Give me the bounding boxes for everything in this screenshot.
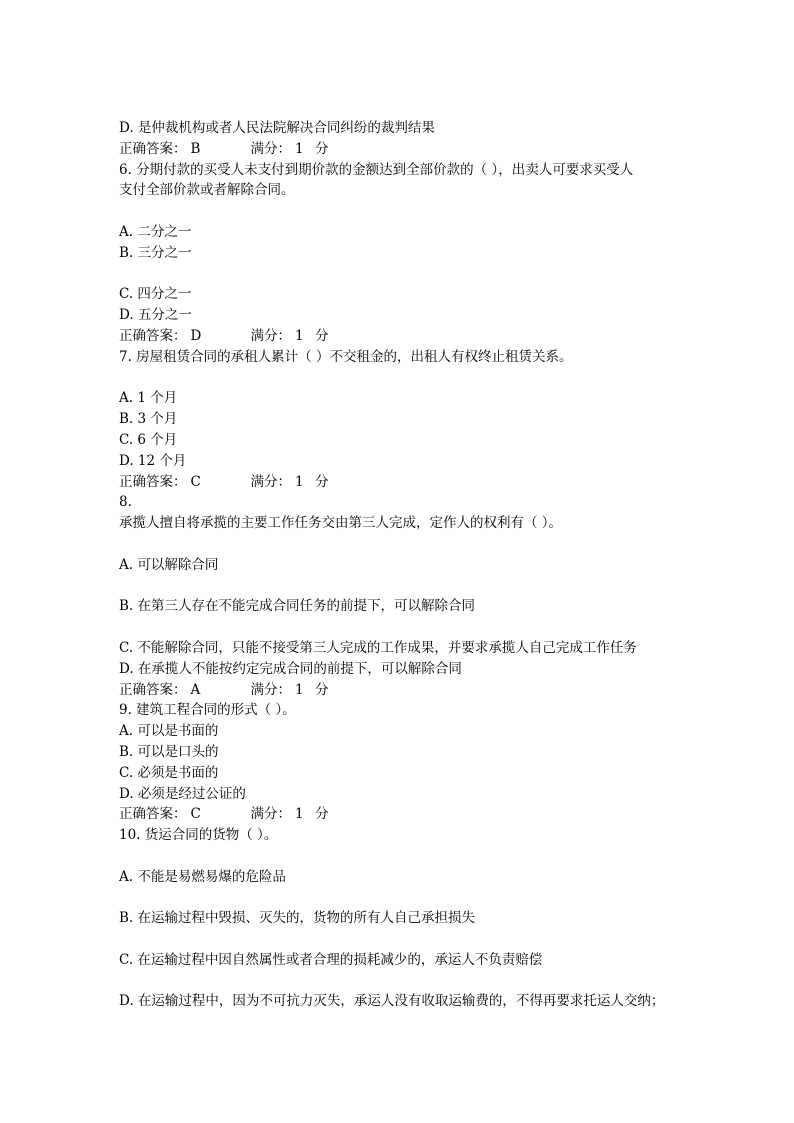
answer-label: 正确答案：	[119, 327, 187, 344]
score-label: 满分：	[250, 473, 291, 490]
q7-option-c: C. 6 个月	[119, 431, 178, 448]
q8-stem: 承揽人擅自将承揽的主要工作任务交由第三人完成，定作人的权利有（ ）。	[119, 515, 563, 532]
score-label: 满分：	[250, 806, 291, 823]
score-value: 1	[295, 140, 304, 157]
spacer	[119, 971, 699, 992]
q6-answer-line	[119, 326, 699, 347]
q9-option-b: B. 可以是口头的	[119, 743, 219, 760]
q8-option-b: B. 在第三人存在不能完成合同任务的前提下，可以解除合同	[119, 598, 476, 615]
spacer	[119, 846, 699, 867]
answer-label: 正确答案：	[119, 140, 187, 157]
q7-option-d: D. 12 个月	[119, 452, 187, 469]
q9-option-d: D. 必须是经过公证的	[119, 785, 246, 802]
q7-stem: 7. 房屋租赁合同的承租人累计（ ）不交租金的，出租人有权终止租赁关系。	[119, 348, 573, 365]
q9-option-c: C. 必须是书面的	[119, 764, 219, 781]
score-unit: 分	[315, 327, 329, 344]
spacer	[119, 576, 699, 597]
spacer	[119, 534, 699, 555]
q6-option-c: C. 四分之一	[119, 286, 192, 303]
q10-option-b: B. 在运输过程中毁损、灭失的，货物的所有人自己承担损失	[119, 910, 476, 927]
q6-stem-line-2: 支付全部价款或者解除合同。	[119, 182, 295, 199]
score-unit: 分	[315, 473, 329, 490]
q10-option-a: A. 不能是易燃易爆的危险品	[119, 868, 286, 885]
q9-stem: 9. 建筑工程合同的形式（ ）。	[119, 702, 296, 719]
q6-stem-line-1: 6. 分期付款的买受人未支付到期价款的金额达到全部价款的（ ），出卖人可要求买受人	[119, 161, 634, 178]
q10-option-c: C. 在运输过程中因自然属性或者合理的损耗减少的，承运人不负责赔偿	[119, 951, 543, 968]
q8-option-c: C. 不能解除合同，只能不接受第三人完成的工作成果，并要求承揽人自己完成工作任务	[119, 639, 637, 656]
answer-label: 正确答案：	[119, 806, 187, 823]
spacer	[119, 887, 699, 908]
score-label: 满分：	[250, 681, 291, 698]
q7-option-a: A. 1 个月	[119, 390, 178, 407]
q6-option-b: B. 三分之一	[119, 244, 192, 261]
spacer	[119, 264, 699, 285]
q8-answer-line	[119, 680, 699, 701]
q8-number: 8.	[119, 494, 132, 511]
spacer	[119, 617, 699, 638]
answer-value: C	[190, 473, 201, 490]
q9-option-a: A. 可以是书面的	[119, 723, 219, 740]
spacer	[119, 201, 699, 222]
q6-option-d: D. 五分之一	[119, 307, 192, 324]
score-value: 1	[295, 327, 304, 344]
score-label: 满分：	[250, 327, 291, 344]
question-content	[119, 118, 699, 1012]
q8-option-d: D. 在承揽人不能按约定完成合同的前提下，可以解除合同	[119, 660, 462, 677]
score-label: 满分：	[250, 140, 291, 157]
q10-option-d: D. 在运输过程中，因为不可抗力灭失，承运人没有收取运输费的，不得再要求托运人交纳；	[119, 993, 665, 1010]
score-unit: 分	[315, 140, 329, 157]
q5-option-d: D. 是仲裁机构或者人民法院解决合同纠纷的裁判结果	[119, 120, 435, 136]
q7-option-b: B. 3 个月	[119, 411, 178, 428]
answer-value: A	[190, 681, 201, 698]
answer-value: B	[190, 140, 201, 157]
spacer	[119, 929, 699, 950]
score-unit: 分	[315, 681, 329, 698]
q9-answer-line	[119, 804, 699, 825]
answer-value: D	[190, 327, 202, 344]
answer-label: 正确答案：	[119, 473, 187, 490]
spacer	[119, 368, 699, 389]
q7-answer-line	[119, 472, 699, 493]
score-value: 1	[295, 473, 304, 490]
q6-option-a: A. 二分之一	[119, 223, 192, 240]
score-value: 1	[295, 681, 304, 698]
answer-label: 正确答案：	[119, 681, 187, 698]
score-unit: 分	[315, 806, 329, 823]
q8-option-a: A. 可以解除合同	[119, 556, 219, 573]
q5-answer-line	[119, 139, 699, 160]
answer-value: C	[190, 806, 201, 823]
q10-stem: 10. 货运合同的货物（ ）。	[119, 827, 278, 844]
score-value: 1	[295, 806, 304, 823]
